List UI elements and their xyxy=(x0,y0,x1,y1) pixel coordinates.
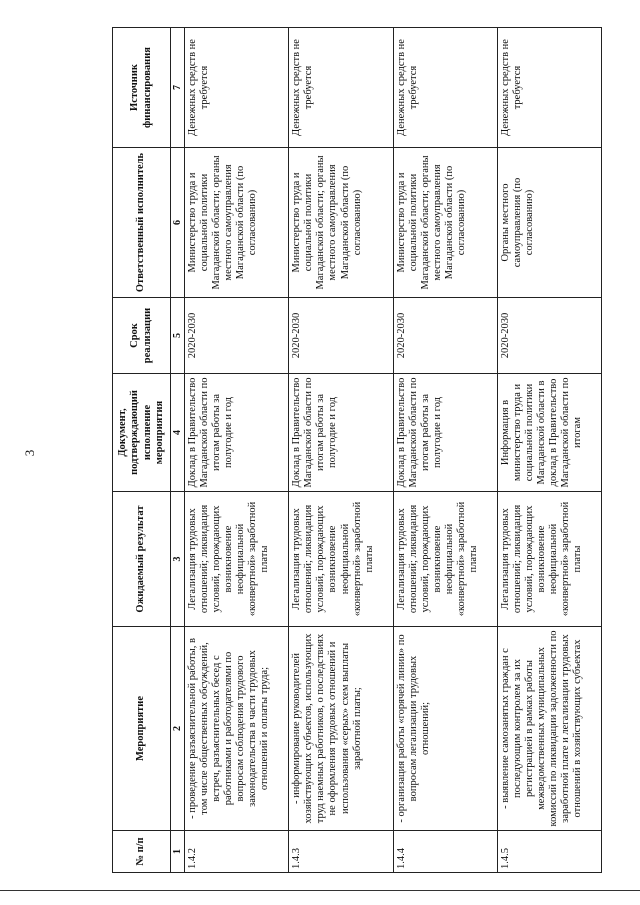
header-result: Ожидаемый результат xyxy=(113,492,171,627)
header-number: № п/п xyxy=(113,831,171,873)
row-term: 2020-2030 xyxy=(393,298,497,374)
row-event: - организация работы «горячей линии» по вопросам легализации трудовых отношений; xyxy=(393,627,497,831)
row-document: Доклад в Правительство Магаданской области по итогам работы за полугодие и год xyxy=(393,374,497,492)
column-number: 2 xyxy=(171,627,185,831)
row-number: 1.4.5 xyxy=(497,831,601,873)
row-term: 2020-2030 xyxy=(185,298,289,374)
row-document: Доклад в Правительство Магаданской области по итогам работы за полугодие и год xyxy=(185,374,289,492)
row-executor: Органы местного самоуправления (по согласованию) xyxy=(497,148,601,298)
table-row xyxy=(289,28,393,873)
page-number: 3 xyxy=(22,449,37,457)
row-number: 1.4.2 xyxy=(185,831,289,873)
row-document: Информация в министерство труда и социальной политики Магаданской области в доклад в Правительство Магаданской области по итогам xyxy=(497,374,601,492)
header-executor: Ответственный исполнитель xyxy=(113,148,171,298)
column-number: 6 xyxy=(171,148,185,298)
row-executor: Министерство труда и социальной политики Магаданской области; органы местного самоуправления Магаданской области (по согласованию) xyxy=(185,148,289,298)
table-row xyxy=(393,28,497,873)
header-event: Мероприятие xyxy=(113,627,171,831)
table-row xyxy=(497,28,601,873)
column-number: 4 xyxy=(171,374,185,492)
column-number: 7 xyxy=(171,28,185,148)
row-funding: Денежных средств не требуется xyxy=(497,28,601,148)
rotated-table-container xyxy=(112,28,602,873)
column-number: 1 xyxy=(171,831,185,873)
row-executor: Министерство труда и социальной политики Магаданской области; органы местного самоуправления Магаданской области (по согласованию) xyxy=(393,148,497,298)
row-result: Легализация трудовых отношений; ликвидация условий, порождающих возникновение неофициальной «конвертной» заработной платы xyxy=(393,492,497,627)
action-plan-table xyxy=(112,27,602,873)
column-number: 3 xyxy=(171,492,185,627)
row-number: 1.4.3 xyxy=(289,831,393,873)
row-funding: Денежных средств не требуется xyxy=(289,28,393,148)
column-number-row xyxy=(171,28,185,873)
header-funding: Источник финансирования xyxy=(113,28,171,148)
row-document: Доклад в Правительство Магаданской области по итогам работы за полугодие и год xyxy=(289,374,393,492)
header-document: Документ, подтверждающий исполнение мероприятия xyxy=(113,374,171,492)
page-bottom-rule xyxy=(0,890,640,891)
table-rotation-frame xyxy=(112,28,602,873)
row-term: 2020-2030 xyxy=(497,298,601,374)
table-row xyxy=(185,28,289,873)
header-row xyxy=(113,28,171,873)
row-number: 1.4.4 xyxy=(393,831,497,873)
column-number: 5 xyxy=(171,298,185,374)
row-funding: Денежных средств не требуется xyxy=(185,28,289,148)
row-result: Легализация трудовых отношений; ликвидация условий, порождающих возникновение неофициальной «конвертной» заработной платы xyxy=(289,492,393,627)
row-event: - проведение разъяснительной работы, в том числе общественных обсуждений, встреч, разъяснительных бесед с работниками и работодателями по вопросам соблюдения трудового законодательства в части трудовых отношений и оплаты труда; xyxy=(185,627,289,831)
row-result: Легализация трудовых отношений; ликвидация условий, порождающих возникновение неофициальной «конвертной» заработной платы xyxy=(497,492,601,627)
row-result: Легализация трудовых отношений; ликвидация условий, порождающих возникновение неофициальной «конвертной» заработной платы xyxy=(185,492,289,627)
row-funding: Денежных средств не требуется xyxy=(393,28,497,148)
header-term: Срок реализации xyxy=(113,298,171,374)
row-event: - информирование руководителей хозяйствующих субъектов, использующих труд наемных работников, о последствиях не оформления трудовых отношений и использования «серых» схем выплаты заработной платы; xyxy=(289,627,393,831)
row-event: - выявление самозанятых граждан с последующим контролем за их регистрацией в рамках работы межведомственных муниципальных комиссий по ликвидации задолженности по заработной плате и легализации трудовых отношений в хозяйствующих субъектах xyxy=(497,627,601,831)
row-executor: Министерство труда и социальной политики Магаданской области; органы местного самоуправления Магаданской области (по согласованию) xyxy=(289,148,393,298)
row-term: 2020-2030 xyxy=(289,298,393,374)
